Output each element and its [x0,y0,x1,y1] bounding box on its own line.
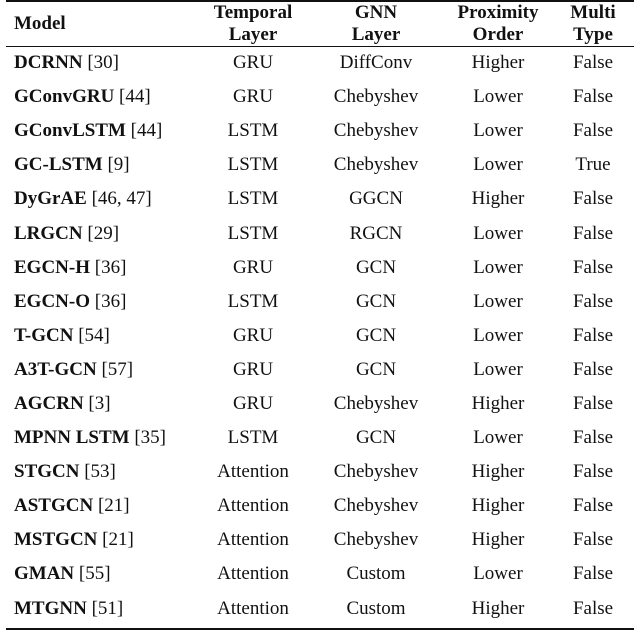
cell-gnn-layer: RGCN [349,222,403,244]
citation-ref: [9] [107,154,130,176]
citation-ref: [55] [78,563,111,585]
cell-multi-type: False [572,222,614,244]
table-row [6,489,634,523]
cell-temporal-layer: GRU [232,256,274,278]
cell-model [6,421,198,455]
cell-proximity-order: Lower [473,324,523,346]
cell-gnn-layer: Custom [346,597,406,619]
model-name: MTGNN [14,597,87,619]
cell-temporal-layer: Attention [217,597,289,619]
cell-proximity-order: Lower [473,427,523,449]
cell-model [6,285,198,319]
cell-multi-type: False [572,427,614,449]
cell-model [6,455,198,489]
cell-proximity-order: Higher [471,495,525,517]
cell-proximity-order: Lower [473,222,523,244]
cell-multi-type: True [575,154,611,176]
table-row [6,114,634,148]
cell-temporal-layer: Attention [217,529,289,551]
model-name: GMAN [14,563,75,585]
cell-multi-type: False [572,563,614,585]
citation-ref: [36] [94,290,127,312]
cell-gnn-layer: Chebyshev [333,154,419,176]
cell-gnn-layer: Chebyshev [333,86,419,108]
cell-temporal-layer: LSTM [227,120,279,142]
header-proximity-order [444,2,552,46]
model-name: DCRNN [14,52,83,74]
cell-multi-type: False [572,188,614,210]
table-row [6,455,634,489]
cell-proximity-order: Lower [473,563,523,585]
cell-proximity-order: Higher [471,529,525,551]
citation-ref: [44] [130,120,163,142]
cell-gnn-layer: Chebyshev [333,495,419,517]
cell-model [6,387,198,421]
cell-temporal-layer: LSTM [227,188,279,210]
model-name: A3T-GCN [14,358,97,380]
cell-model [6,319,198,353]
table-row [6,251,634,285]
cell-proximity-order: Lower [473,154,523,176]
table-row [6,80,634,114]
header-gnn-line1: GNN [354,2,398,23]
citation-ref: [21] [97,495,130,517]
model-name: T-GCN [14,324,74,346]
cell-temporal-layer: Attention [217,461,289,483]
cell-gnn-layer: Chebyshev [333,120,419,142]
model-name: GConvLSTM [14,120,126,142]
cell-gnn-layer: GCN [355,427,397,449]
citation-ref: [51] [91,597,124,619]
cell-gnn-layer: Custom [346,563,406,585]
table-row [6,387,634,421]
cell-gnn-layer: GCN [355,358,397,380]
model-name: EGCN-O [14,290,90,312]
model-name: AGCRN [14,392,84,414]
citation-ref: [30] [87,52,120,74]
cell-gnn-layer: Chebyshev [333,392,419,414]
cell-proximity-order: Higher [471,392,525,414]
cell-model [6,148,198,182]
citation-ref: [35] [134,427,166,449]
table-row [6,523,634,557]
header-temporal-line1: Temporal [213,2,293,23]
cell-gnn-layer: GGCN [349,188,403,210]
cell-proximity-order: Lower [473,86,523,108]
cell-model [6,353,198,387]
cell-multi-type: False [572,324,614,346]
cell-temporal-layer: GRU [232,324,274,346]
cell-proximity-order: Lower [473,358,523,380]
header-multi-line2: Type [573,24,613,45]
cell-model [6,114,198,148]
cell-temporal-layer: GRU [232,358,274,380]
cell-multi-type: False [572,529,614,551]
header-temporal-line2: Layer [228,24,278,45]
table-row [6,319,634,353]
cell-gnn-layer: Chebyshev [333,529,419,551]
cell-multi-type: False [572,392,614,414]
cell-multi-type: False [572,495,614,517]
table-row [6,182,634,216]
cell-temporal-layer: GRU [232,52,274,74]
cell-gnn-layer: Chebyshev [333,461,419,483]
cell-model [6,251,198,285]
cell-multi-type: False [572,256,614,278]
header-gnn-layer [308,2,444,46]
cell-temporal-layer: LSTM [227,154,279,176]
header-temporal-layer [198,2,308,46]
cell-proximity-order: Lower [473,256,523,278]
cell-model [6,592,198,626]
cell-gnn-layer: GCN [355,324,397,346]
bottom-rule [6,628,634,630]
model-name: EGCN-H [14,256,90,278]
model-name: ASTGCN [14,495,94,517]
cell-temporal-layer: LSTM [227,290,279,312]
table-row [6,216,634,250]
cell-multi-type: False [572,290,614,312]
header-model-label: Model [14,13,66,34]
citation-ref: [21] [102,529,134,551]
cell-gnn-layer: GCN [355,290,397,312]
cell-temporal-layer: LSTM [227,222,279,244]
header-row [6,2,634,46]
model-name: STGCN [14,461,80,483]
cell-multi-type: False [572,52,614,74]
table-body [6,46,634,626]
cell-proximity-order: Lower [473,290,523,312]
cell-gnn-layer: GCN [355,256,397,278]
table-row [6,46,634,80]
model-name: LRGCN [14,222,83,244]
table-row [6,592,634,626]
cell-multi-type: False [572,358,614,380]
cell-model [6,557,198,591]
model-name: GConvGRU [14,86,115,108]
cell-multi-type: False [572,461,614,483]
cell-model [6,46,198,80]
table-row [6,285,634,319]
header-model [6,2,198,46]
model-comparison-table [6,2,634,626]
header-multi-line1: Multi [570,2,616,23]
model-name: MSTGCN [14,529,98,551]
table-header [6,2,634,46]
model-name: DyGrAE [14,188,87,210]
header-proximity-line2: Order [472,24,524,45]
table-row [6,353,634,387]
cell-temporal-layer: Attention [217,495,289,517]
cell-temporal-layer: Attention [217,563,289,585]
citation-ref: [54] [78,324,110,346]
cell-proximity-order: Lower [473,120,523,142]
cell-model [6,523,198,557]
cell-multi-type: False [572,120,614,142]
cell-multi-type: False [572,86,614,108]
cell-multi-type: False [572,597,614,619]
cell-temporal-layer: LSTM [227,427,279,449]
table-row [6,421,634,455]
cell-model [6,489,198,523]
cell-temporal-layer: GRU [232,86,274,108]
header-multi-type [552,2,634,46]
header-gnn-line2: Layer [351,24,401,45]
cell-temporal-layer: GRU [232,392,274,414]
header-proximity-line1: Proximity [457,2,539,23]
cell-gnn-layer: DiffConv [339,52,413,74]
model-name: GC-LSTM [14,154,103,176]
citation-ref: [3] [88,392,111,414]
cell-proximity-order: Higher [471,52,525,74]
cell-model [6,182,198,216]
cell-proximity-order: Higher [471,597,525,619]
citation-ref: [29] [87,222,120,244]
model-name: MPNN LSTM [14,427,130,449]
table-row [6,557,634,591]
citation-ref: [57] [101,358,134,380]
cell-model [6,80,198,114]
cell-proximity-order: Higher [471,461,525,483]
citation-ref: [46, 47] [91,188,152,210]
citation-ref: [36] [94,256,127,278]
table-row [6,148,634,182]
citation-ref: [53] [84,461,116,483]
cell-proximity-order: Higher [471,188,525,210]
cell-model [6,216,198,250]
citation-ref: [44] [119,86,151,108]
